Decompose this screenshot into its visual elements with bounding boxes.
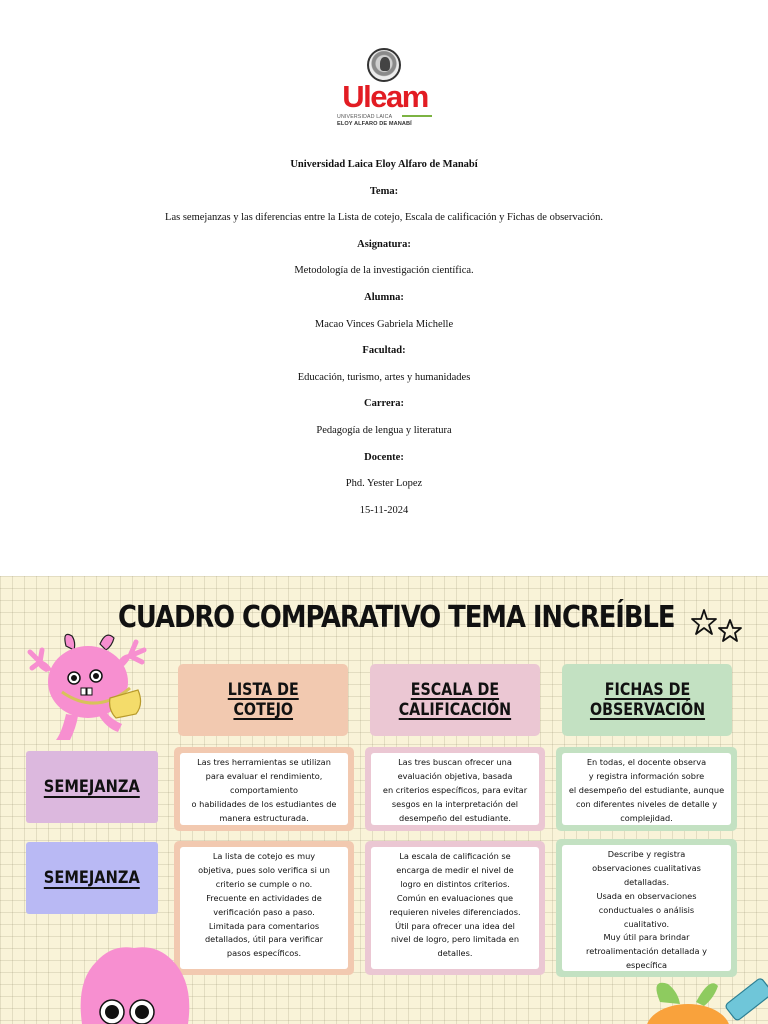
column-header-label: ESCALA DE CALIFICACIÓN <box>398 680 512 720</box>
tema-value: Las semejanzas y las diferencias entre la Lista de cotejo, Escala de calificación y Fichas de observación. <box>165 212 603 224</box>
column-header-fichas-de-observacion <box>562 664 732 736</box>
asignatura-label: Asignatura: <box>357 238 411 250</box>
logo-wordmark: Uleam <box>342 79 428 114</box>
row-label-text: SEMEJANZA <box>44 777 140 797</box>
logo-line1: UNIVERSIDAD LAICA <box>337 114 393 120</box>
cell-text: En todas, el docente observa y registra información sobre el desempeño del estudiante, aunque con diferentes niveles de detalle y complejidad. <box>562 753 731 825</box>
pink-bunny-character-icon <box>26 632 150 744</box>
table-cell <box>365 841 545 975</box>
carrera-label: Carrera: <box>363 398 405 410</box>
carrera-value: Pedagogía de lengua y literatura <box>316 424 452 436</box>
column-header-lista-de-cotejo <box>178 664 348 736</box>
date: 15-11-2024 <box>359 504 409 516</box>
university-logo <box>334 46 436 130</box>
column-header-label: LISTA DE COTEJO <box>227 680 299 720</box>
facultad-label: Facultad: <box>362 345 406 357</box>
column-header-label: FICHAS DE OBSERVACIÓN <box>589 680 705 720</box>
table-cell <box>556 839 737 977</box>
cover-text <box>0 157 768 529</box>
cell-text: La lista de cotejo es muy objetiva, pues solo verifica si un criterio se cumple o no. Frecuente en actividades de verificación paso a paso. Limitada para comentarios detallados, útil para verificar pasos específicos. <box>180 847 348 969</box>
alumna-label: Alumna: <box>364 291 404 303</box>
row-label-semejanza <box>26 751 158 823</box>
university-name: Universidad Laica Eloy Alfaro de Manabí <box>290 159 478 170</box>
comparison-infographic <box>0 576 768 1024</box>
docente-value: Phd. Yester Lopez <box>345 478 423 490</box>
tema-label: Tema: <box>369 185 399 197</box>
cell-text: Las tres herramientas se utilizan para evaluar el rendimiento, comportamiento o habilidades de los estudiantes de manera estructurada. <box>180 753 348 825</box>
table-cell <box>556 747 737 831</box>
row-label-semejanza-2 <box>26 842 158 914</box>
facultad-value: Educación, turismo, artes y humanidades <box>297 371 471 383</box>
university-seal-icon <box>367 48 401 82</box>
logo-accent-bar <box>402 115 432 117</box>
cell-text: La escala de calificación se encarga de medir el nivel de logro en distintos criterios. Común en evaluaciones que requieren niveles diferenciados. Útil para ofrecer una idea del nivel de logro, pero limitada en detalles. <box>371 847 539 969</box>
stars-icon <box>688 606 744 646</box>
pink-blob-character-icon <box>72 942 198 1024</box>
carrot-character-icon <box>640 972 768 1024</box>
row-label-text: SEMEJANZA <box>44 868 140 888</box>
alumna-value: Macao Vinces Gabriela Michelle <box>314 318 454 330</box>
asignatura-value: Metodología de la investigación científica. <box>294 265 474 277</box>
cell-text: Las tres buscan ofrecer una evaluación objetiva, basada en criterios específicos, para evitar sesgos en la interpretación del desempeño del estudiante. <box>371 753 539 825</box>
table-cell <box>365 747 545 831</box>
table-cell <box>174 747 354 831</box>
docente-label: Docente: <box>364 451 404 463</box>
logo-line2: ELOY ALFARO DE MANABÍ <box>337 121 412 127</box>
cell-text: Describe y registra observaciones cualitativas detalladas. Usada en observaciones conductuales o análisis cualitativo. Muy útil para brindar retroalimentación detallada y específica <box>562 845 731 971</box>
column-header-escala-de-calificacion <box>370 664 540 736</box>
infographic-title: CUADRO COMPARATIVO TEMA INCREÍBLE <box>118 600 675 635</box>
table-cell <box>174 841 354 975</box>
